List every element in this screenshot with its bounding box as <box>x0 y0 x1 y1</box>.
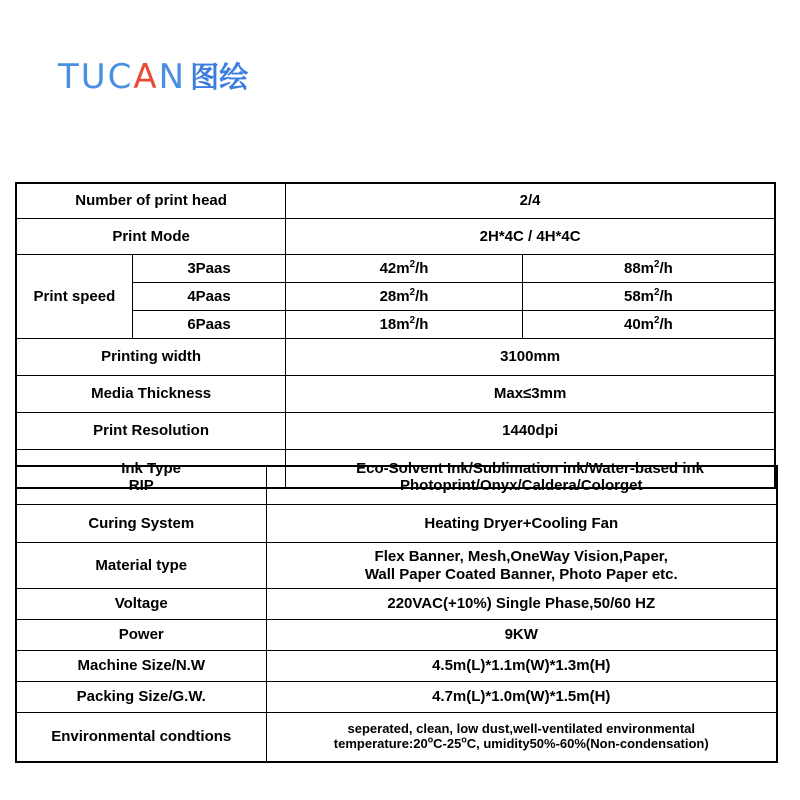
printer-specifications-table-primary <box>15 182 776 489</box>
table-row <box>16 589 777 620</box>
spec-value-print-mode: 2H*4C / 4H*4C <box>286 219 775 255</box>
table-row <box>16 183 775 219</box>
spec-value-print-head-count: 2/4 <box>286 183 775 219</box>
spec-value-power: 9KW <box>266 620 777 651</box>
table-row <box>16 505 777 543</box>
environmental-conditions-line1: seperated, clean, low dust,well-ventilated environmental <box>347 721 695 737</box>
spec-value-print-resolution: 1440dpi <box>286 413 775 450</box>
logo-text-part2: N <box>158 57 187 97</box>
spec-label-printing-width: Printing width <box>16 339 286 376</box>
logo-wordmark <box>58 57 249 97</box>
spec-speed-3paas-4head: $88m^2/h$ <box>522 255 775 283</box>
spec-label-media-thickness: Media Thickness <box>16 376 286 413</box>
spec-label-print-head-count: Number of print head <box>16 183 286 219</box>
superscript-2: 2 <box>654 258 660 270</box>
logo-text-accent: A <box>133 57 159 97</box>
environmental-conditions-line2 <box>334 736 709 751</box>
superscript-2: 2 <box>409 258 416 270</box>
spec-value-printing-width: 3100mm <box>286 339 775 376</box>
spec-value-packing-size: 4.7m(L)*1.0m(W)*1.5m(H) <box>266 682 777 713</box>
env-temp-part-b: C-25 <box>433 736 462 751</box>
logo-text-part1: TUC <box>58 57 134 97</box>
degree-symbol-icon: o <box>461 734 467 745</box>
spec-label-ink-type: Ink Type <box>16 450 286 489</box>
spec-speed-4paas-4head: $58m^2/h$ <box>522 283 775 311</box>
spec-pass-mode-3paas: 3Paas <box>132 255 285 283</box>
env-temp-part-a: temperature:20 <box>333 736 428 751</box>
spec-value-machine-size: 4.5m(L)*1.1m(W)*1.3m(H) <box>266 651 777 682</box>
env-temp-part-c: C, umidity50%-60%(Non-condensation) <box>466 736 709 751</box>
table-row <box>16 543 777 589</box>
spec-label-material-type: Material type <box>16 543 266 589</box>
spec-label-packing-size: Packing Size/G.W. <box>16 682 266 713</box>
spec-label-environmental-conditions: Environmental condtions <box>16 713 266 763</box>
table-row <box>16 466 777 505</box>
spec-value-rip: Photoprint/Onyx/Caldera/Colorget <box>266 466 777 505</box>
spec-speed-3paas-2head: $42m^2/h$ <box>286 255 523 283</box>
spec-label-rip: RIP <box>16 466 266 505</box>
superscript-2: 2 <box>409 314 416 326</box>
spec-label-curing-system: Curing System <box>16 505 266 543</box>
superscript-2: 2 <box>654 286 660 298</box>
table-row <box>16 713 777 763</box>
degree-symbol-icon: o <box>427 734 434 745</box>
table-row <box>16 682 777 713</box>
spec-label-machine-size: Machine Size/N.W <box>16 651 266 682</box>
spec-label-print-speed: Print speed <box>16 255 132 339</box>
spec-label-power: Power <box>16 620 266 651</box>
spec-value-environmental-conditions <box>266 713 777 763</box>
spec-value-ink-type: Eco-Solvent Ink/Sublimation ink/Water-based ink <box>286 450 775 489</box>
table-row <box>16 339 775 376</box>
material-type-line2: Wall Paper Coated Banner, Photo Paper etc. <box>364 565 678 583</box>
table-row <box>16 376 775 413</box>
superscript-2: 2 <box>409 286 416 298</box>
printer-specifications-table-secondary <box>15 465 778 763</box>
material-type-line1: Flex Banner, Mesh,OneWay Vision,Paper, <box>374 547 668 565</box>
spec-value-media-thickness: Max≤3mm <box>286 376 775 413</box>
table-row <box>16 651 777 682</box>
table-row <box>16 620 777 651</box>
spec-pass-mode-4paas: 4Paas <box>132 283 285 311</box>
spec-speed-6paas-4head: $40m^2/h$ <box>522 311 775 339</box>
logo-chinese-characters: 图绘 <box>190 59 249 94</box>
spec-speed-4paas-2head: $28m^2/h$ <box>286 283 523 311</box>
spec-value-voltage: 220VAC(+10%) Single Phase,50/60 HZ <box>266 589 777 620</box>
spec-label-print-mode: Print Mode <box>16 219 286 255</box>
spec-label-voltage: Voltage <box>16 589 266 620</box>
superscript-2: 2 <box>654 314 660 326</box>
spec-speed-6paas-2head: $18m^2/h$ <box>286 311 523 339</box>
spec-label-print-resolution: Print Resolution <box>16 413 286 450</box>
table-row <box>16 413 775 450</box>
table-row <box>16 255 775 283</box>
spec-value-curing-system: Heating Dryer+Cooling Fan <box>266 505 777 543</box>
spec-value-material-type <box>266 543 777 589</box>
table-row <box>16 219 775 255</box>
brand-logo <box>58 55 248 99</box>
spec-pass-mode-6paas: 6Paas <box>132 311 285 339</box>
